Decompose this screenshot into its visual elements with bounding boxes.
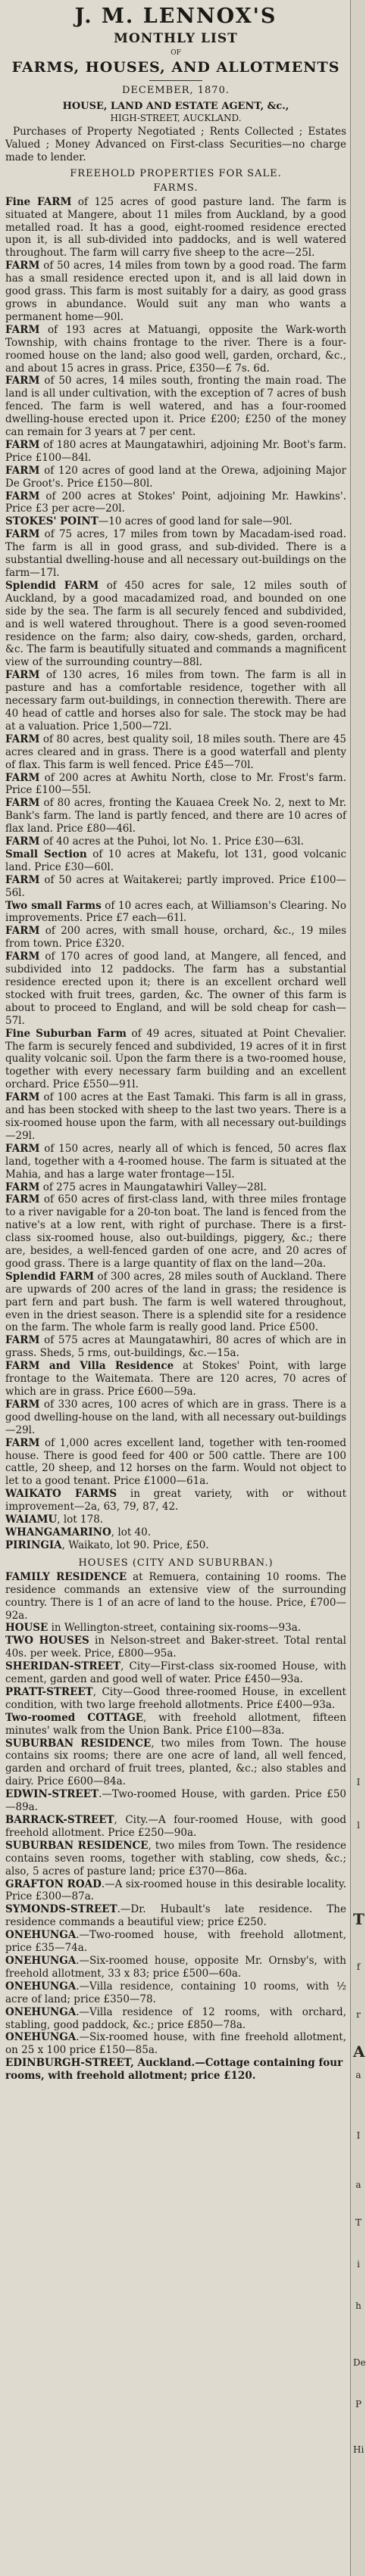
listing-text: at Remuera, containing 10 rooms. The residence commands an extensive view of the surrounding country. There is 1 of an acre of land to the house. Price, £700—92a.	[5, 1570, 346, 1622]
farms-section-title: FARMS.	[153, 182, 199, 194]
listing-text: of 275 acres in Maungatawhiri Valley—28l.	[39, 1181, 267, 1193]
intro-paragraph: Purchases of Property Negotiated ; Rents Collected ; Estates Valued ; Money Advanced on First-class Securities—no charge made to lender.	[5, 126, 346, 163]
listing-heading: FARM	[5, 835, 40, 848]
listing-heading: FARM	[5, 925, 40, 938]
listing-text: of 75 acres, 17 miles from town by Macadam-ised road. The farm is all in good grass, and sub-divided. There is a substantial dwelling-house and all necessary out-buildings on the farm—17l.	[5, 528, 346, 579]
listing-text: of 193 acres at Matuangi, opposite the Wark-worth Township, with chains frontage to the river. There is a four-roomed house on the land; also good well, garden, orchard, &c., and about 15 acres in grass. Price, £350—£ 7s. 6d.	[5, 323, 346, 375]
listing-text: in Nelson-street and Baker-street. Total rental 40s. per week. Price, £800—95a.	[5, 1635, 346, 1660]
listing-text: .—Two-roomed house, with freehold allotment, price £35—74a.	[5, 1929, 346, 1955]
listing-heading: FARM	[5, 797, 40, 810]
listing-item	[5, 1571, 346, 1622]
listing-heading: FARM	[5, 1398, 40, 1411]
listing-heading: ONEHUNGA	[5, 1980, 77, 1993]
listing-item	[5, 669, 346, 733]
listing-heading: FARM	[5, 1334, 40, 1347]
listing-heading: FARM	[5, 375, 40, 387]
listing-text: , two miles from Town. The house contains six rooms; there are one acre of land, all well fenced, garden and orchard of fruit trees, planted, &c.; also stables and dairy. Price £600—84a.	[5, 1737, 346, 1788]
listing-text: at Stokes' Point, with large frontage to the Waitemata. There are 120 acres, 70 acres of which are in grass. Price £600—59a.	[5, 1360, 346, 1398]
listing-item	[5, 1193, 346, 1270]
listing-text: of 50 acres, 14 miles south, fronting the main road. The land is all under cultivation, with the exception of 7 acres of bush fenced. The farm is well watered, and has a four-roomed dwelling-house erected upon it. Price £200; £250 of the money can remain for 3 years at 7 per cent.	[5, 375, 346, 439]
listing-text: of 200 acres at Awhitu North, close to Mr. Frost's farm. Price £100—55l.	[5, 771, 346, 797]
adjacent-column-fragment: T	[353, 1910, 364, 1928]
listing-text: .—Six-roomed house, opposite Mr. Ornsby's, with freehold allotment, 33 x 83; price £500—60a.	[5, 1954, 346, 1980]
listing-heading: EDWIN-STREET	[5, 1788, 99, 1801]
listing-text: , City.—A four-roomed House, with good freehold allotment. Price £250—90a.	[5, 1814, 346, 1839]
listing-text: of 200 acres, with small house, orchard, &c., 19 miles from town. Price £320.	[5, 925, 346, 950]
listing-item	[5, 1398, 346, 1437]
listing-text: of 130 acres, 16 miles from town. The farm is all in pasture and has a comfortable residence, together with all necessary farm out-buildings, in connection therewith. There are 40 head of cattle and horses also for sale. The stock may be had at a valuation. Price 1,500—72l.	[5, 669, 346, 733]
listing-item	[5, 528, 346, 580]
listing-heading: ONEHUNGA	[5, 2005, 77, 2018]
listing-text: , lot 178.	[57, 1514, 104, 1526]
adjacent-column-fragment: r	[356, 2009, 361, 2020]
listing-item	[5, 733, 346, 772]
listing-item	[5, 515, 346, 528]
adjacent-column-fragment: f	[356, 1962, 361, 1972]
listing-heading: FARM and Villa Residence	[5, 1360, 174, 1373]
listing-text: of 10 acres each, at Williamson's Clearing. No improvements. Price £7 each—61l.	[5, 899, 346, 925]
adjacent-column-fragment: Hi	[353, 2444, 364, 2455]
adjacent-column-fragment: I	[356, 2130, 361, 2141]
listing-heading: WAIAMU	[5, 1514, 58, 1526]
listing-heading: FARM	[5, 669, 40, 682]
listing-heading: ONEHUNGA	[5, 2031, 77, 2044]
firm-name: HOUSE, LAND AND ESTATE AGENT, &c.,	[62, 101, 289, 112]
listing-text: of 100 acres at the East Tamaki. This farm is all in grass, and has been stocked with sheep to the last two years. There is a six-roomed house upon the farm, with all necessary out-buildings—29l.	[5, 1091, 346, 1142]
listing-text: —10 acres of good land for sale—90l.	[98, 515, 292, 528]
adjacent-column-fragment: i	[357, 2259, 360, 2270]
listing-heading: FARM	[5, 438, 40, 451]
listing-heading: FARM	[5, 1091, 40, 1104]
listing-text: , Waikato, lot 90. Price, £50.	[61, 1538, 209, 1551]
listing-text: of 50 acres at Waitakerei; partly improved. Price £100—56l.	[5, 873, 346, 899]
listing-heading: FARM	[5, 950, 40, 963]
listing-heading: FARM	[5, 323, 40, 336]
listing-item	[5, 900, 346, 926]
listing-text: .—Dr. Hubault's late residence. The residence commands a beautiful view; price £250.	[5, 1903, 346, 1929]
listing-heading: FARM	[5, 490, 40, 502]
farms-list	[5, 196, 346, 1552]
listing-heading: PIRINGIA	[5, 1538, 62, 1551]
listing-item	[5, 1903, 346, 1929]
adjacent-column-fragment: T	[355, 2217, 361, 2228]
listing-item	[5, 196, 346, 260]
listing-heading: FARM	[5, 733, 40, 745]
listing-text: , lot 40.	[111, 1526, 152, 1538]
listing-text: of 330 acres, 100 acres of which are in grass. There is a good dwelling-house on the land, with all necessary out-buildings—29l.	[5, 1398, 346, 1436]
listing-text: of 650 acres of first-class land, with three miles frontage to a river navigable for a 20-ton boat. The land is fenced from the native's at a low rent, with right of purchase. There is a first-class six-roomed house, also out-buildings, piggery, &c.; there are, besides, a well-fenced garden of one acre, and 20 acres of good grass. There is a large quantity of flax on the land—20a.	[5, 1193, 346, 1270]
listing-item	[5, 1514, 346, 1526]
listing-heading: Fine FARM	[5, 195, 72, 208]
listing-text: of 120 acres of good land at the Orewa, adjoining Major De Groot's. Price £150—80l.	[5, 464, 346, 490]
listing-item	[5, 2031, 346, 2057]
houses-section-title: HOUSES (CITY AND SUBURBAN.)	[78, 1557, 274, 1569]
listing-item	[5, 439, 346, 465]
adjacent-column-fragment: a	[355, 2179, 361, 2190]
listing-text: of 125 acres of good pasture land. The farm is situated at Mangere, about 11 miles from Auckland, by a good metalled road. It has a good, eight-roomed residence erected upon it, is all sub-divided into paddocks, and is well watered throughout. The farm will carry five sheep to the acre—25l.	[5, 195, 346, 260]
listing-heading: FARM	[5, 1142, 40, 1155]
listing-item	[5, 1955, 346, 1980]
listing-text: of 10 acres at Makefu, lot 131, good volcanic land. Price £30—60l.	[5, 848, 347, 873]
listing-text: of 170 acres of good land, at Mangere, all fenced, and subdivided into 12 paddocks. The farm has a substantial residence erected upon it; there is an excellent orchard well stocked with fruit trees, garden, &c. The owner of this farm is about to proceed to England, and will be sold cheap for cash—57l.	[5, 950, 346, 1027]
listing-item	[5, 835, 346, 848]
listing-text: .—Villa residence, containing 10 rooms, with ½ acre of land; price £350—78.	[5, 1980, 346, 2005]
listing-item	[5, 2006, 346, 2032]
adjacent-column-fragment: P	[355, 2399, 362, 2410]
listing-heading: WAIKATO FARMS	[5, 1488, 117, 1501]
listing-item	[5, 848, 346, 874]
listing-text: in Wellington-street, containing six-rooms—93a.	[48, 1622, 302, 1635]
listing-text: .—Villa residence of 12 rooms, with orchard, stabling, good paddock, &c.; price £850—78a.	[5, 2005, 346, 2031]
continued-listing: EDINBURGH-STREET, Auckland.—Cottage containing four rooms, with freehold allotment; price £120.	[5, 2057, 343, 2083]
listing-heading: SYMONDS-STREET	[5, 1903, 117, 1916]
listing-heading: Two-roomed COTTAGE	[5, 1711, 144, 1724]
listing-heading: Small Section	[5, 848, 87, 860]
divider-rule	[149, 80, 202, 81]
listing-item	[5, 1181, 346, 1194]
listing-heading: TWO HOUSES	[5, 1635, 89, 1647]
listing-heading: ONEHUNGA	[5, 1954, 77, 1967]
listing-item	[5, 375, 346, 439]
listing-item	[5, 1929, 346, 1955]
listing-heading: HOUSE	[5, 1622, 48, 1635]
listing-heading: ONEHUNGA	[5, 1929, 77, 1942]
listing-text: in great variety, with or without improvement—2a, 63, 79, 87, 42.	[5, 1488, 346, 1514]
listing-item	[5, 1271, 346, 1335]
listing-text: , two miles from Town. The residence contains seven rooms, together with stabling, cow sheds, &c.; also, 5 acres of pasture land; price £370—86a.	[5, 1839, 346, 1878]
masthead: J. M. LENNOX'S	[74, 5, 277, 28]
listing-text: of 50 acres, 14 miles from town by a good road. The farm has a small residence erected upon it, and is all laid down in good grass. This farm is most suitably for a dairy, as good grass grows in abundance. Would suit any man who wants a permanent home—90l.	[5, 260, 346, 323]
listing-item	[5, 1712, 346, 1738]
adjacent-column-fragment: a	[355, 2070, 361, 2080]
listing-text: .—A six-roomed house in this desirable locality. Price £300—87a.	[5, 1878, 346, 1903]
listing-text: of 40 acres at the Puhoi, lot No. 1. Price £30—63l.	[39, 835, 304, 848]
adjacent-column-fragment: A	[353, 2042, 365, 2061]
listing-item	[5, 260, 346, 324]
monthly-list-heading: MONTHLY LIST	[114, 31, 238, 46]
listing-heading: FARM	[5, 1436, 40, 1449]
listing-heading: PRATT-STREET	[5, 1685, 93, 1698]
listing-heading: WHANGAMARINO	[5, 1526, 111, 1538]
listing-item	[5, 1980, 346, 2006]
listing-text: .—Six-roomed house, with fine freehold allotment, on 25 x 100 price £150—85a.	[5, 2031, 346, 2057]
listing-text: of 49 acres, situated at Point Chevalier. The farm is securely fenced and subdivided, 19 acres of it in first quality volcanic soil. Upon the farm there is a two-roomed house, together with every necessary farm building and an excellent orchard. Price £550—91l.	[5, 1027, 346, 1091]
listing-text: , City—First-class six-roomed House, with cement, garden and good well of water. Price £450—93a.	[5, 1660, 346, 1686]
listing-heading: Fine Suburban Farm	[5, 1027, 127, 1040]
listing-item	[5, 490, 346, 516]
listing-item	[5, 1334, 346, 1360]
listing-item	[5, 1814, 346, 1840]
listing-item	[5, 465, 346, 490]
listing-text: of 300 acres, 28 miles south of Auckland. There are upwards of 200 acres of the land in grass; the residence is part fern and part bush. The farm is well watered throughout, even in the driest season. There is a splendid site for a residence on the farm. The whole farm is really good land. Price £500.	[5, 1270, 346, 1334]
listing-item	[5, 1635, 346, 1660]
listing-heading: FARM	[5, 1181, 40, 1193]
listing-heading: SUBURBAN RESIDENCE	[5, 1839, 149, 1852]
listing-heading: FARM	[5, 464, 40, 477]
listing-heading: FARM	[5, 771, 40, 784]
freehold-section-title: FREEHOLD PROPERTIES FOR SALE.	[70, 167, 282, 179]
advertisement-column	[5, 5, 346, 2571]
listing-item	[5, 1686, 346, 1712]
masthead-block	[5, 5, 346, 124]
listing-item	[5, 324, 346, 375]
listing-heading: GRAFTON ROAD	[5, 1878, 102, 1890]
listing-text: of 1,000 acres excellent land, together with ten-roomed house. There is good feed for 400 or 500 cattle. There are 100 cattle, 20 sheep, and 12 horses on the farm. Would not object to let to a good tenant. Price £1000—61a.	[5, 1436, 346, 1488]
adjacent-column-edge	[350, 0, 365, 2576]
listing-heading: Splendid FARM	[5, 579, 99, 592]
of-connector: OF	[170, 49, 181, 57]
listing-heading: Splendid FARM	[5, 1270, 95, 1283]
listing-item	[5, 874, 346, 900]
listing-heading: FARM	[5, 873, 40, 886]
listing-heading: SHERIDAN-STREET	[5, 1660, 121, 1673]
adjacent-column-fragment: I	[356, 1777, 361, 1787]
listing-text: , City—Good three-roomed House, in excellent condition, with two large freehold allotments. Price £400—93a.	[5, 1685, 346, 1711]
listing-heading: FARM	[5, 528, 40, 541]
listing-heading: BARRACK-STREET	[5, 1814, 114, 1826]
listing-item	[5, 1437, 346, 1489]
listing-text: of 575 acres at Maungatawhiri, 80 acres of which are in grass. Sheds, 5 rms, out-buildings, &c.—15a.	[5, 1334, 346, 1360]
listing-text: .—Two-roomed House, with garden. Price £50—89a.	[5, 1788, 346, 1814]
listing-item	[5, 1091, 346, 1143]
listing-item	[5, 1488, 346, 1514]
listing-text: of 200 acres at Stokes' Point, adjoining Mr. Hawkins'. Price £3 per acre—20l.	[5, 490, 346, 515]
listing-item	[5, 1526, 346, 1539]
listing-heading: Two small Farms	[5, 899, 102, 912]
listing-text: of 150 acres, nearly all of which is fenced, 50 acres flax land, together with a 4-roomed house. The farm is situated at the Mahia, and has a large water frontage—15l.	[5, 1142, 346, 1181]
listing-heading: FARM	[5, 1193, 40, 1206]
listing-item	[5, 1539, 346, 1552]
listing-text: of 180 acres at Maungatawhiri, adjoining Mr. Boot's farm. Price £100—84l.	[5, 438, 346, 464]
adjacent-column-fragment: h	[355, 2301, 361, 2311]
listing-text: of 450 acres for sale, 12 miles south of Auckland, by a good macadamized road, and bounded on one side by the sea. The farm is all securely fenced and subdivided, and is well watered throughout. There is a good seven-roomed residence on the farm; also dairy, cow-sheds, garden, orchard, &c. The farm is beautifully situated and commands a magnificent view of the surrounding country—88l.	[5, 579, 346, 669]
listing-text: of 80 acres, fronting the Kauaea Creek No. 2, next to Mr. Bank's farm. The land is partly fenced, and there are 10 acres of flax land. Price £80—46l.	[5, 797, 346, 835]
listing-item	[5, 1028, 346, 1092]
listing-item	[5, 1788, 346, 1814]
listing-item	[5, 1143, 346, 1181]
adjacent-column-fragment: l	[357, 1820, 360, 1831]
listing-item	[5, 950, 346, 1027]
listing-text: , with freehold allotment, fifteen minutes' walk from the Union Bank. Price £100—83a.	[5, 1711, 346, 1737]
listing-text: of 80 acres, best quality soil, 18 miles south. There are 45 acres cleared and in grass. There is a good waterfall and plenty of flax. This farm is well fenced. Price £45—70l.	[5, 733, 346, 771]
listing-heading: SUBURBAN RESIDENCE	[5, 1737, 152, 1750]
houses-list	[5, 1571, 346, 2057]
listing-item	[5, 925, 346, 950]
listing-heading: FAMILY RESIDENCE	[5, 1570, 127, 1583]
listing-heading: STOKES' POINT	[5, 515, 99, 528]
listing-item	[5, 1660, 346, 1686]
listing-heading: FARM	[5, 260, 40, 272]
listing-item	[5, 1738, 346, 1789]
issue-date: DECEMBER, 1870.	[122, 85, 230, 96]
listing-item	[5, 1840, 346, 1878]
listing-item	[5, 772, 346, 798]
farms-houses-heading: FARMS, HOUSES, AND ALLOTMENTS	[11, 59, 340, 76]
adjacent-column-fragment: De	[353, 2357, 366, 2368]
listing-item	[5, 1360, 346, 1398]
listing-item	[5, 580, 346, 669]
listing-item	[5, 1622, 346, 1635]
firm-address: HIGH-STREET, AUCKLAND.	[110, 113, 242, 123]
listing-item	[5, 797, 346, 835]
listing-item	[5, 1878, 346, 1904]
